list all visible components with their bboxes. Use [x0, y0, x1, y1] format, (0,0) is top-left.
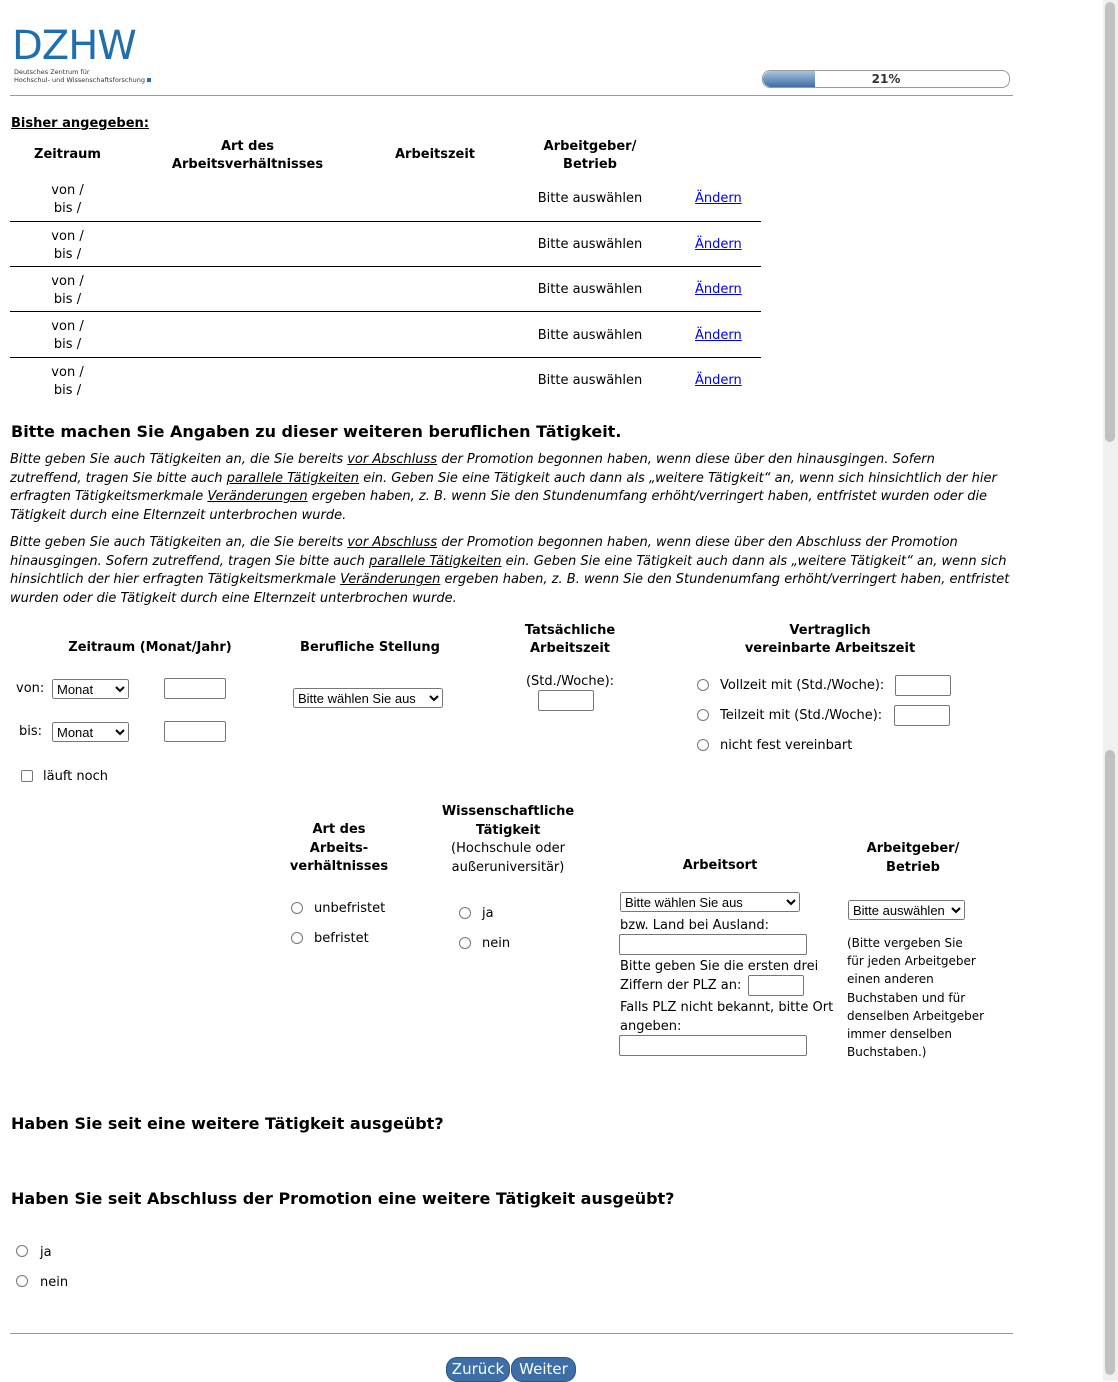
scrollbar-thumb[interactable]: [1105, 750, 1115, 1375]
art-header: [280, 821, 398, 877]
instruction-paragraph-1: [10, 451, 1010, 525]
row-bis: bis /: [53, 247, 82, 262]
footer-divider: [10, 1333, 1013, 1334]
logo-dot-icon: [147, 78, 151, 82]
col-header-arbeitgeber: [515, 138, 665, 174]
logo-subtitle-line2-wrap: [14, 76, 151, 84]
zeitraum-header: Zeitraum (Monat/Jahr): [68, 640, 232, 655]
row-arbeitgeber: Bitte auswählen: [537, 237, 643, 252]
wiss-ja-label: ja: [482, 906, 494, 921]
ag-note-line: einen anderen: [847, 972, 934, 987]
wiss-header-line3: (Hochschule oder: [451, 841, 565, 856]
row-arbeitgeber: Bitte auswählen: [537, 282, 643, 297]
row-arbeitgeber: Bitte auswählen: [537, 328, 643, 343]
von-year-input[interactable]: [164, 678, 226, 699]
art-header-line2: Arbeits-: [309, 840, 369, 856]
col-header-art-line2: Arbeitsverhältnisses: [171, 157, 324, 172]
teilzeit-hours-input[interactable]: [894, 705, 950, 726]
p2-text-c: ein. Geben Sie eine Tätigkeit auch dann als „weitere Tätigkeit“ an, wenn sich hinsichtlich der hier erfragten Tätigkeitsmerkmale: [10, 553, 1007, 587]
p1-text-c: ein. Geben Sie eine Tätigkeit auch dann als „weitere Tätigkeit“ an, wenn sich hinsichtlich der hier erfragten Tätigkeitsmerkmale: [10, 470, 997, 504]
change-link[interactable]: Ändern: [695, 282, 742, 297]
ort-select[interactable]: [620, 892, 800, 912]
land-input[interactable]: [619, 934, 807, 955]
tats-hours-input[interactable]: [538, 690, 594, 711]
row-bis: bis /: [53, 201, 82, 216]
p2-underline-2: parallele Tätigkeiten: [369, 553, 502, 569]
tats-header: [500, 622, 640, 658]
row-divider: [10, 311, 761, 312]
row-arbeitgeber: Bitte auswählen: [537, 191, 643, 206]
plz-label-line1: Bitte geben Sie die ersten drei: [620, 959, 819, 974]
bis-year-input[interactable]: [164, 721, 226, 742]
row-bis: bis /: [53, 383, 82, 398]
ort-input[interactable]: [619, 1035, 807, 1056]
vollzeit-label: Vollzeit mit (Std./Woche):: [720, 678, 885, 693]
ag-select[interactable]: [848, 900, 965, 920]
section-heading: Bitte machen Sie Angaben zu dieser weiteren beruflichen Tätigkeit.: [11, 422, 622, 441]
change-link[interactable]: Ändern: [695, 191, 742, 206]
col-header-arbeitgeber-line2: Betrieb: [563, 157, 617, 172]
p2-underline-3: Veränderungen: [340, 572, 441, 587]
row-von: von /: [51, 229, 84, 244]
wiss-nein-label: nein: [482, 936, 511, 951]
ag-note-line: Buchstaben.): [847, 1045, 927, 1060]
answer-ja-radio[interactable]: [16, 1245, 28, 1257]
ag-header: [843, 840, 983, 877]
bis-label: bis:: [19, 724, 43, 739]
p2-underline-1: vor Abschluss: [347, 535, 438, 550]
logo-subtitle-line2: Hochschul- und Wissenschaftsforschung: [14, 76, 145, 84]
col-header-art-line1: Art des: [220, 139, 275, 154]
summary-title: Bisher angegeben:: [11, 116, 149, 131]
unbefristet-radio[interactable]: [291, 902, 303, 914]
change-link[interactable]: Ändern: [695, 373, 742, 388]
tats-unit: (Std./Woche):: [525, 674, 615, 689]
wiss-header: [428, 803, 588, 877]
p2-text-b: der Promotion begonnen haben, wenn diese über den Abschluss der Promotion hinausgingen. Sofern zutreffend, tragen Sie bitte auch: [10, 535, 958, 569]
von-month-select[interactable]: [52, 679, 129, 699]
ort-ausland-label: bzw. Land bei Ausland:: [620, 918, 769, 933]
p2-text-d: ergeben haben, z. B. wenn Sie den Stundenumfang erhöht/verringert haben, entfristet wurden oder die Tätigkeit durch eine Elternzeit unterbrochen wurde.: [10, 572, 1010, 606]
logo-text: DZHW: [12, 23, 136, 69]
ag-note-line: Buchstaben und für: [847, 990, 966, 1005]
row-divider: [10, 221, 761, 222]
row-divider: [10, 357, 761, 358]
wiss-ja-radio[interactable]: [459, 907, 471, 919]
ort-label-line1: Falls PLZ nicht bekannt, bitte Ort: [620, 1000, 834, 1015]
instruction-paragraph-2: [10, 534, 1010, 608]
befristet-radio[interactable]: [291, 932, 303, 944]
row-von: von /: [51, 365, 84, 380]
logo-subtitle-line1: Deutsches Zentrum für: [14, 68, 90, 76]
plz-input[interactable]: [748, 975, 804, 996]
stellung-select[interactable]: [293, 688, 443, 708]
befristet-label: befristet: [314, 931, 369, 946]
vertr-header-line1: Vertraglich: [789, 623, 871, 638]
answer-nein-radio[interactable]: [16, 1275, 28, 1287]
ag-header-line1: Arbeitgeber/: [866, 841, 960, 856]
vollzeit-hours-input[interactable]: [895, 675, 951, 696]
row-von: von /: [51, 274, 84, 289]
p1-text-a: Bitte geben Sie auch Tätigkeiten an, die Sie bereits: [10, 452, 348, 467]
unbefristet-label: unbefristet: [314, 901, 386, 916]
question-1: Haben Sie seit eine weitere Tätigkeit ausgeübt?: [11, 1114, 444, 1133]
ag-note: [847, 934, 984, 1061]
col-header-arbeitszeit: Arbeitszeit: [394, 147, 476, 162]
ag-note-line: für jeden Arbeitgeber: [847, 954, 976, 969]
progress-bar: [762, 70, 1010, 88]
ort-label-line2: angeben:: [620, 1019, 682, 1034]
answer-ja-label: ja: [40, 1245, 52, 1260]
scrollbar-thumb-top[interactable]: [1105, 2, 1115, 442]
col-header-zeitraum: Zeitraum: [34, 147, 101, 162]
row-zeitraum: [10, 364, 125, 400]
row-zeitraum: [10, 273, 125, 309]
tats-header-line1: Tatsächliche: [524, 623, 616, 638]
wiss-header-line4: außeruniversitär): [451, 859, 565, 875]
stellung-header: Berufliche Stellung: [300, 640, 440, 655]
row-zeitraum: [10, 228, 125, 264]
wiss-header-line2: Tätigkeit: [475, 822, 541, 838]
plz-label-line2: Ziffern der PLZ an:: [620, 978, 742, 993]
wiss-header-line1: Wissenschaftliche: [441, 804, 575, 819]
laeuft-noch-checkbox[interactable]: [21, 770, 33, 782]
art-header-line1: Art des: [312, 822, 366, 837]
row-arbeitgeber: Bitte auswählen: [537, 373, 643, 388]
question-2: Haben Sie seit Abschluss der Promotion eine weitere Tätigkeit ausgeübt?: [11, 1189, 675, 1208]
row-von: von /: [51, 183, 84, 198]
next-button[interactable]: Weiter: [511, 1357, 576, 1382]
col-header-arbeitgeber-line1: Arbeitgeber/: [543, 139, 637, 154]
teilzeit-radio[interactable]: [697, 709, 709, 721]
ag-header-line2: Betrieb: [886, 859, 940, 875]
p1-underline-3: Veränderungen: [207, 489, 308, 504]
ag-note-line: (Bitte vergeben Sie: [847, 936, 963, 950]
tats-header-line2: Arbeitszeit: [529, 641, 611, 656]
vollzeit-radio[interactable]: [697, 679, 709, 691]
ag-note-line: immer denselben: [847, 1027, 953, 1042]
progress-label: 21%: [871, 72, 901, 86]
row-bis: bis /: [53, 337, 82, 352]
change-link[interactable]: Ändern: [695, 237, 742, 252]
col-header-art: [140, 138, 355, 174]
change-link[interactable]: Ändern: [695, 328, 742, 343]
answer-nein-label: nein: [40, 1275, 69, 1290]
art-header-line3: verhältnisses: [289, 859, 389, 874]
logo-subtitle: [14, 68, 151, 84]
ort-header: Arbeitsort: [682, 858, 758, 873]
wiss-nein-radio[interactable]: [459, 937, 471, 949]
row-zeitraum: [10, 182, 125, 218]
row-bis: bis /: [53, 292, 82, 307]
ag-note-line: denselben Arbeitgeber: [847, 1008, 985, 1023]
bis-month-select[interactable]: [52, 722, 129, 742]
row-zeitraum: [10, 318, 125, 354]
row-divider: [10, 266, 761, 267]
back-button[interactable]: Zurück: [446, 1357, 510, 1382]
p2-text-a: Bitte geben Sie auch Tätigkeiten an, die Sie bereits: [10, 535, 348, 550]
nicht-fest-label: nicht fest vereinbart: [720, 738, 853, 753]
p1-text-b: der Promotion begonnen haben, wenn diese über den hinausgingen. Sofern zutreffend, tragen Sie bitte auch: [10, 452, 935, 486]
vertr-header: [720, 622, 940, 658]
row-von: von /: [51, 319, 84, 334]
header-divider: [10, 95, 1013, 96]
vertr-header-line2: vereinbarte Arbeitszeit: [744, 641, 916, 656]
p1-underline-2: parallele Tätigkeiten: [226, 470, 360, 486]
p1-underline-1: vor Abschluss: [347, 452, 438, 467]
p1-text-d: ergeben haben, z. B. wenn Sie den Stundenumfang erhöht/verringert haben, entfristet wurden oder die Tätigkeit durch eine Elternzeit unterbrochen wurde.: [10, 489, 988, 523]
laeuft-noch-label: läuft noch: [43, 769, 108, 784]
von-label: von:: [16, 681, 45, 696]
teilzeit-label: Teilzeit mit (Std./Woche):: [720, 708, 883, 723]
nicht-fest-radio[interactable]: [697, 739, 709, 751]
